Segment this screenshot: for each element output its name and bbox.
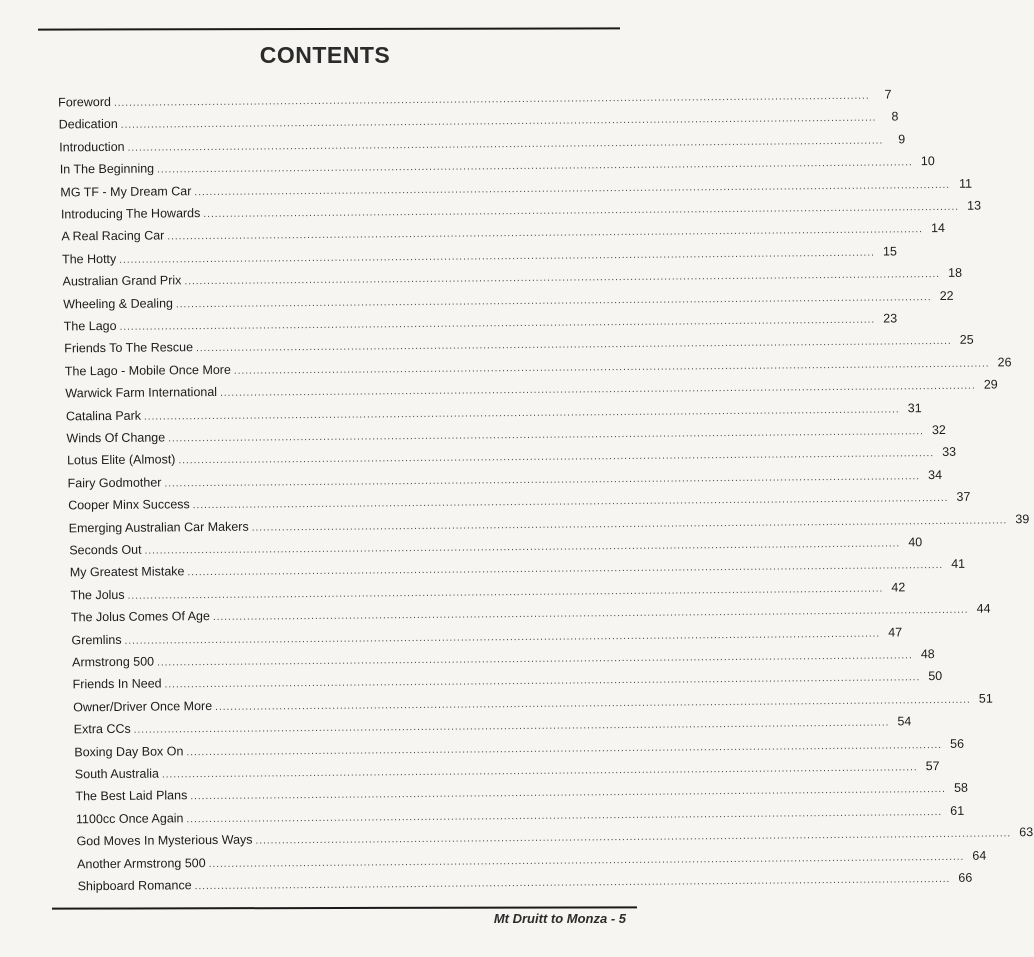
dot-leader: ........................................................................................................................................................................................................ (167, 224, 924, 243)
dot-leader: ........................................................................................................................................................................................................ (143, 403, 900, 423)
dot-leader: ........................................................................................................................................................................................................ (124, 628, 881, 647)
toc-entry-page: 29 (983, 377, 998, 392)
toc-entry (73, 714, 912, 738)
toc-entry (63, 311, 898, 335)
dot-leader: ........................................................................................................................................................................................................ (127, 135, 884, 154)
toc-entry-title: South Australia (74, 766, 160, 782)
toc-entry-title: The Jolus (70, 587, 125, 603)
page-title: CONTENTS (259, 42, 391, 68)
toc-entry-page: 63 (1019, 825, 1034, 840)
toc-entry-page: 26 (997, 355, 1012, 370)
toc-entry (58, 87, 892, 111)
toc-entry-page: 15 (882, 244, 897, 259)
toc-entry-title: In The Beginning (59, 161, 155, 177)
toc-entry-title: Another Armstrong 500 (77, 855, 206, 871)
toc-entry (63, 288, 954, 312)
toc-entry-page: 9 (898, 132, 906, 147)
toc-entry-title: Fairy Godmother (67, 475, 162, 491)
toc-entry (69, 535, 923, 559)
bottom-rule (52, 906, 637, 909)
toc-entry (70, 601, 991, 626)
toc-entry (64, 333, 974, 357)
toc-entry-page: 41 (951, 557, 966, 572)
toc-entry (59, 154, 935, 178)
toc-entry (73, 691, 993, 715)
toc-entry-page: 31 (907, 400, 922, 415)
dot-leader: ........................................................................................................................................................................................................ (208, 851, 965, 870)
toc-entry-title: Winds Of Change (66, 430, 166, 446)
toc-entry-page: 33 (942, 445, 957, 460)
dot-leader: ........................................................................................................................................................................................................ (175, 291, 932, 310)
toc-entry-title: MG TF - My Dream Car (60, 183, 192, 200)
dot-leader: ........................................................................................................................................................................................................ (161, 762, 918, 781)
toc-entry-title: Australian Grand Prix (62, 273, 182, 289)
toc-entry-page: 25 (959, 333, 974, 348)
toc-entry-title: Owner/Driver Once More (73, 698, 213, 715)
toc-entry-page: 8 (891, 109, 899, 124)
toc-entry (68, 489, 971, 514)
dot-leader: ........................................................................................................................................................................................................ (186, 806, 943, 826)
toc-entry (62, 265, 963, 290)
toc-entry-title: Shipboard Romance (77, 878, 192, 894)
toc-entry (70, 580, 906, 603)
dot-leader: ........................................................................................................................................................................................................ (212, 604, 969, 624)
toc-entry-page: 42 (891, 580, 906, 595)
toc-entry-page: 66 (958, 870, 973, 885)
toc-entry (59, 132, 906, 155)
toc-entry (66, 445, 957, 469)
toc-entry-page: 13 (967, 198, 982, 213)
toc-entry (65, 400, 922, 424)
toc-entry (65, 377, 998, 402)
dot-leader: ........................................................................................................................................................................................................ (133, 717, 890, 736)
dot-leader: ........................................................................................................................................................................................................ (203, 201, 960, 221)
toc-entry (58, 109, 899, 133)
toc-entry (61, 244, 897, 267)
dot-leader: ........................................................................................................................................................................................................ (164, 470, 921, 490)
toc-entry-page: 58 (953, 781, 969, 796)
dot-leader: ........................................................................................................................................................................................................ (144, 538, 901, 557)
toc-entry-page: 32 (931, 422, 946, 438)
dot-leader: ........................................................................................................................................................................................................ (196, 336, 952, 355)
toc-entry-page: 14 (930, 221, 946, 236)
dot-leader: ........................................................................................................................................................................................................ (192, 493, 949, 512)
dot-leader: ........................................................................................................................................................................................................ (190, 784, 947, 803)
toc-entry-page: 34 (928, 467, 943, 482)
toc-entry-page: 18 (948, 265, 963, 281)
dot-leader: ........................................................................................................................................................................................................ (186, 739, 943, 758)
dot-leader: ........................................................................................................................................................................................................ (233, 358, 990, 377)
toc-entry (60, 176, 973, 200)
toc-entry-title: My Greatest Mistake (69, 564, 185, 580)
toc-entry (72, 647, 935, 671)
toc-entry-title: Wheeling & Dealing (63, 295, 174, 311)
dot-leader: ........................................................................................................................................................................................................ (220, 380, 976, 400)
toc-entry-title: Introduction (59, 139, 125, 155)
toc-entry-page: 54 (897, 714, 912, 729)
toc-entry-page: 57 (925, 759, 940, 774)
toc-entry-page: 40 (908, 535, 923, 550)
toc-entry-title: Foreword (58, 94, 112, 110)
toc-entry-title: A Real Racing Car (61, 228, 165, 244)
dot-leader: ........................................................................................................................................................................................................ (164, 672, 921, 691)
toc-entry (72, 669, 943, 693)
toc-entry-page: 10 (920, 154, 935, 169)
toc-entry-page: 64 (972, 848, 987, 863)
toc-entry (75, 803, 965, 827)
toc-entry-title: God Moves In Mysterious Ways (76, 832, 253, 849)
toc-entry (67, 467, 943, 491)
dot-leader: ........................................................................................................................................................................................................ (157, 157, 913, 176)
dot-leader: ........................................................................................................................................................................................................ (120, 112, 877, 132)
toc-entry-title: Boxing Day Box On (74, 743, 184, 759)
toc-entry-title: The Jolus Comes Of Age (70, 609, 210, 625)
dot-leader: ........................................................................................................................................................................................................ (168, 426, 924, 445)
toc-entry (74, 736, 965, 760)
toc-entry (77, 848, 987, 872)
toc-entry-title: Cooper Minx Success (68, 497, 190, 513)
dot-leader: ........................................................................................................................................................................................................ (251, 514, 1008, 534)
toc-entry-title: Friends In Need (72, 676, 162, 692)
toc-entry-title: Gremlins (71, 632, 122, 647)
toc-entry-page: 50 (928, 669, 943, 684)
table-of-contents (0, 82, 1034, 894)
dot-leader: ........................................................................................................................................................................................................ (255, 828, 1012, 847)
toc-entry-page: 56 (950, 736, 965, 751)
toc-entry (74, 759, 940, 783)
dot-leader: ........................................................................................................................................................................................................ (113, 90, 870, 109)
dot-leader: ........................................................................................................................................................................................................ (178, 448, 935, 467)
toc-entry (75, 781, 969, 805)
toc-entry-page: 44 (976, 601, 991, 616)
toc-entry (61, 221, 946, 245)
dot-leader: ........................................................................................................................................................................................................ (119, 247, 875, 266)
dot-leader: ........................................................................................................................................................................................................ (194, 873, 951, 893)
toc-entry-title: The Best Laid Plans (75, 788, 188, 804)
toc-entry-title: Introducing The Howards (60, 206, 201, 222)
toc-entry-page: 51 (978, 691, 993, 706)
dot-leader: ........................................................................................................................................................................................................ (119, 314, 876, 333)
toc-entry-title: The Lago (63, 318, 117, 334)
top-rule (38, 27, 620, 30)
toc-entry (69, 557, 966, 581)
dot-leader: ........................................................................................................................................................................................................ (127, 583, 884, 602)
toc-entry (77, 870, 973, 895)
footer-text: Mt Druitt to Monza - 5 (493, 911, 626, 926)
toc-entry-page: 7 (884, 87, 892, 102)
toc-entry-title: Catalina Park (65, 408, 142, 423)
toc-entry-title: Seconds Out (69, 542, 142, 558)
dot-leader: ........................................................................................................................................................................................................ (215, 694, 971, 713)
toc-entry-page: 23 (883, 311, 898, 326)
toc-entry-title: Armstrong 500 (72, 654, 155, 670)
toc-entry-title: Emerging Australian Car Makers (68, 519, 249, 535)
toc-entry-title: Dedication (58, 117, 118, 132)
dot-leader: ........................................................................................................................................................................................................ (184, 269, 941, 288)
toc-entry-page: 37 (956, 489, 971, 505)
toc-entry (71, 624, 903, 648)
toc-entry (60, 198, 982, 223)
dot-leader: ........................................................................................................................................................................................................ (157, 650, 913, 669)
toc-entry-title: Lotus Elite (Almost) (66, 452, 176, 468)
toc-entry (68, 511, 1030, 536)
toc-entry-page: 61 (950, 803, 965, 818)
toc-entry-title: The Lago - Mobile Once More (64, 362, 231, 379)
toc-entry (64, 355, 1012, 379)
toc-entry (76, 825, 1034, 850)
toc-entry-page: 22 (939, 288, 954, 303)
dot-leader: ........................................................................................................................................................................................................ (194, 179, 951, 198)
toc-entry-page: 11 (958, 176, 973, 191)
toc-entry-title: Friends To The Rescue (64, 340, 194, 356)
toc-entry-page: 48 (920, 647, 935, 662)
toc-entry-title: Warwick Farm International (65, 385, 218, 401)
toc-entry-title: 1100cc Once Again (75, 811, 184, 827)
toc-entry-page: 39 (1015, 511, 1030, 526)
dot-leader: ........................................................................................................................................................................................................ (187, 560, 944, 579)
toc-entry-page: 47 (888, 624, 903, 640)
toc-entry-title: Extra CCs (73, 721, 131, 737)
toc-entry-title: The Hotty (61, 251, 117, 267)
toc-entry (66, 422, 946, 447)
